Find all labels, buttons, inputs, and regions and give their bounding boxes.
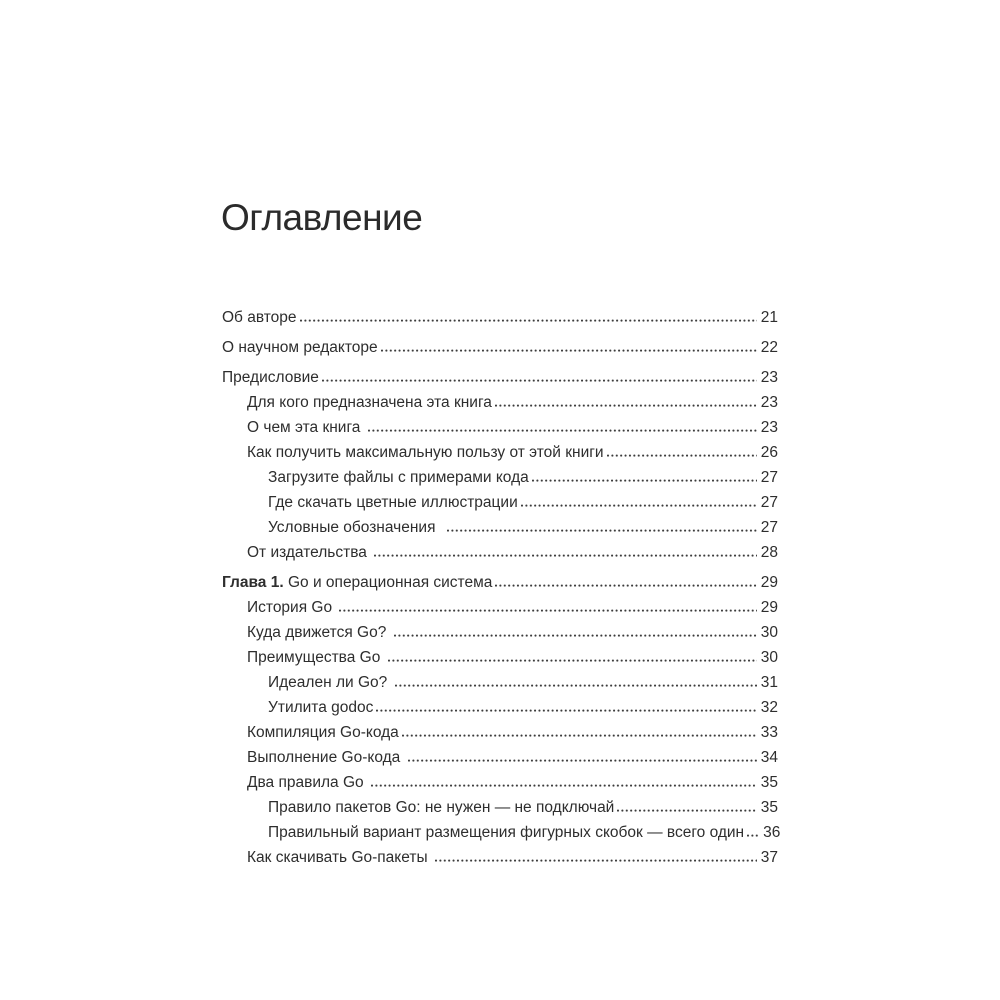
dot-leader bbox=[394, 634, 757, 637]
dot-leader bbox=[532, 479, 757, 482]
dot-leader bbox=[495, 404, 757, 407]
toc-entry-page: 23 bbox=[760, 419, 778, 436]
dot-leader bbox=[374, 554, 757, 557]
dot-leader bbox=[388, 659, 757, 662]
toc-entry bbox=[222, 390, 778, 415]
toc-entry bbox=[222, 465, 778, 490]
dot-leader bbox=[371, 784, 757, 787]
dot-leader bbox=[408, 759, 757, 762]
toc-entry bbox=[222, 820, 781, 845]
dot-leader bbox=[339, 609, 756, 612]
toc-entry-page: 35 bbox=[760, 774, 778, 791]
toc-entry-label: Правило пакетов Go: не нужен — не подключай bbox=[268, 799, 615, 816]
dot-leader bbox=[395, 684, 757, 687]
toc-entry-page: 26 bbox=[760, 444, 778, 461]
toc-entry bbox=[222, 540, 778, 565]
toc-entry-page: 37 bbox=[760, 849, 778, 866]
toc-entry-page: 21 bbox=[760, 309, 778, 326]
toc-entry-label: Для кого предназначена эта книга bbox=[247, 394, 492, 411]
toc-entry-label: Преимущества Go bbox=[247, 649, 385, 666]
toc-entry bbox=[222, 720, 778, 745]
toc-entry bbox=[222, 620, 778, 645]
toc-entry-label: От издательства bbox=[247, 544, 372, 561]
toc-entry bbox=[222, 440, 778, 465]
toc-entry bbox=[222, 490, 778, 515]
toc-entry-page: 27 bbox=[760, 519, 778, 536]
toc-entry-page: 35 bbox=[760, 799, 778, 816]
toc-entry-page: 28 bbox=[760, 544, 778, 561]
toc-entry bbox=[222, 570, 778, 595]
toc-entry-label: О научном редакторе bbox=[222, 339, 378, 356]
dot-leader bbox=[447, 529, 757, 532]
toc-entry bbox=[222, 365, 778, 390]
toc-entry-label: Утилита godoc bbox=[268, 699, 374, 716]
dot-leader bbox=[402, 734, 757, 737]
toc-entry-page: 34 bbox=[760, 749, 778, 766]
dot-leader bbox=[368, 429, 757, 432]
dot-leader bbox=[435, 859, 757, 862]
toc-entry-page: 27 bbox=[760, 469, 778, 486]
toc-entry bbox=[222, 745, 778, 770]
toc-entry-label: Загрузите файлы с примерами кода bbox=[268, 469, 529, 486]
toc-entry-prefix: Глава 1. bbox=[222, 574, 284, 591]
toc-entry bbox=[222, 845, 778, 870]
toc-entry-page: 30 bbox=[760, 624, 778, 641]
toc-entry-label: Условные обозначения bbox=[268, 519, 445, 536]
toc-entry-page: 31 bbox=[760, 674, 778, 691]
toc-entry bbox=[222, 645, 778, 670]
dot-leader bbox=[322, 379, 757, 382]
toc-entry-label: Об авторе bbox=[222, 309, 297, 326]
dot-leader bbox=[521, 504, 757, 507]
toc-entry-label: Выполнение Go-кода bbox=[247, 749, 405, 766]
page-title: Оглавление bbox=[221, 197, 423, 238]
toc-list bbox=[222, 305, 781, 870]
toc-entry-label: Компиляция Go-кода bbox=[247, 724, 399, 741]
dot-leader bbox=[381, 349, 757, 352]
toc-entry bbox=[222, 795, 778, 820]
toc-entry-page: 22 bbox=[760, 339, 778, 356]
dot-leader bbox=[617, 809, 756, 812]
toc-entry-label: Два правила Go bbox=[247, 774, 368, 791]
toc-entry bbox=[222, 770, 778, 795]
toc-entry bbox=[222, 415, 778, 440]
dot-leader bbox=[747, 834, 759, 837]
dot-leader bbox=[300, 319, 757, 322]
toc-entry bbox=[222, 515, 778, 540]
toc-entry-label: Go и операционная система bbox=[283, 574, 493, 591]
toc-entry-page: 29 bbox=[760, 574, 778, 591]
toc-entry-page: 36 bbox=[763, 824, 781, 841]
toc-entry-label: О чем эта книга bbox=[247, 419, 365, 436]
dot-leader bbox=[495, 584, 756, 587]
dot-leader bbox=[376, 709, 756, 712]
toc-entry bbox=[222, 335, 778, 360]
toc-entry-label: История Go bbox=[247, 599, 337, 616]
dot-leader bbox=[607, 454, 757, 457]
toc-entry-page: 32 bbox=[760, 699, 778, 716]
toc-entry bbox=[222, 670, 778, 695]
toc-entry-page: 33 bbox=[760, 724, 778, 741]
toc-entry-label: Идеален ли Go? bbox=[268, 674, 392, 691]
toc-entry-page: 23 bbox=[760, 394, 778, 411]
toc-entry-label: Где скачать цветные иллюстрации bbox=[268, 494, 518, 511]
toc-entry bbox=[222, 595, 778, 620]
toc-entry bbox=[222, 695, 778, 720]
toc-entry-label: Как скачивать Go-пакеты bbox=[247, 849, 432, 866]
toc-entry-page: 23 bbox=[760, 369, 778, 386]
toc-entry-label: Как получить максимальную пользу от этой книги bbox=[247, 444, 604, 461]
toc-entry-page: 27 bbox=[760, 494, 778, 511]
toc-entry-label: Предисловие bbox=[222, 369, 319, 386]
toc-entry-page: 29 bbox=[760, 599, 778, 616]
toc-entry-page: 30 bbox=[760, 649, 778, 666]
toc-entry bbox=[222, 305, 778, 330]
toc-entry-label: Куда движется Go? bbox=[247, 624, 391, 641]
toc-entry-label: Правильный вариант размещения фигурных скобок — всего один bbox=[268, 824, 745, 841]
